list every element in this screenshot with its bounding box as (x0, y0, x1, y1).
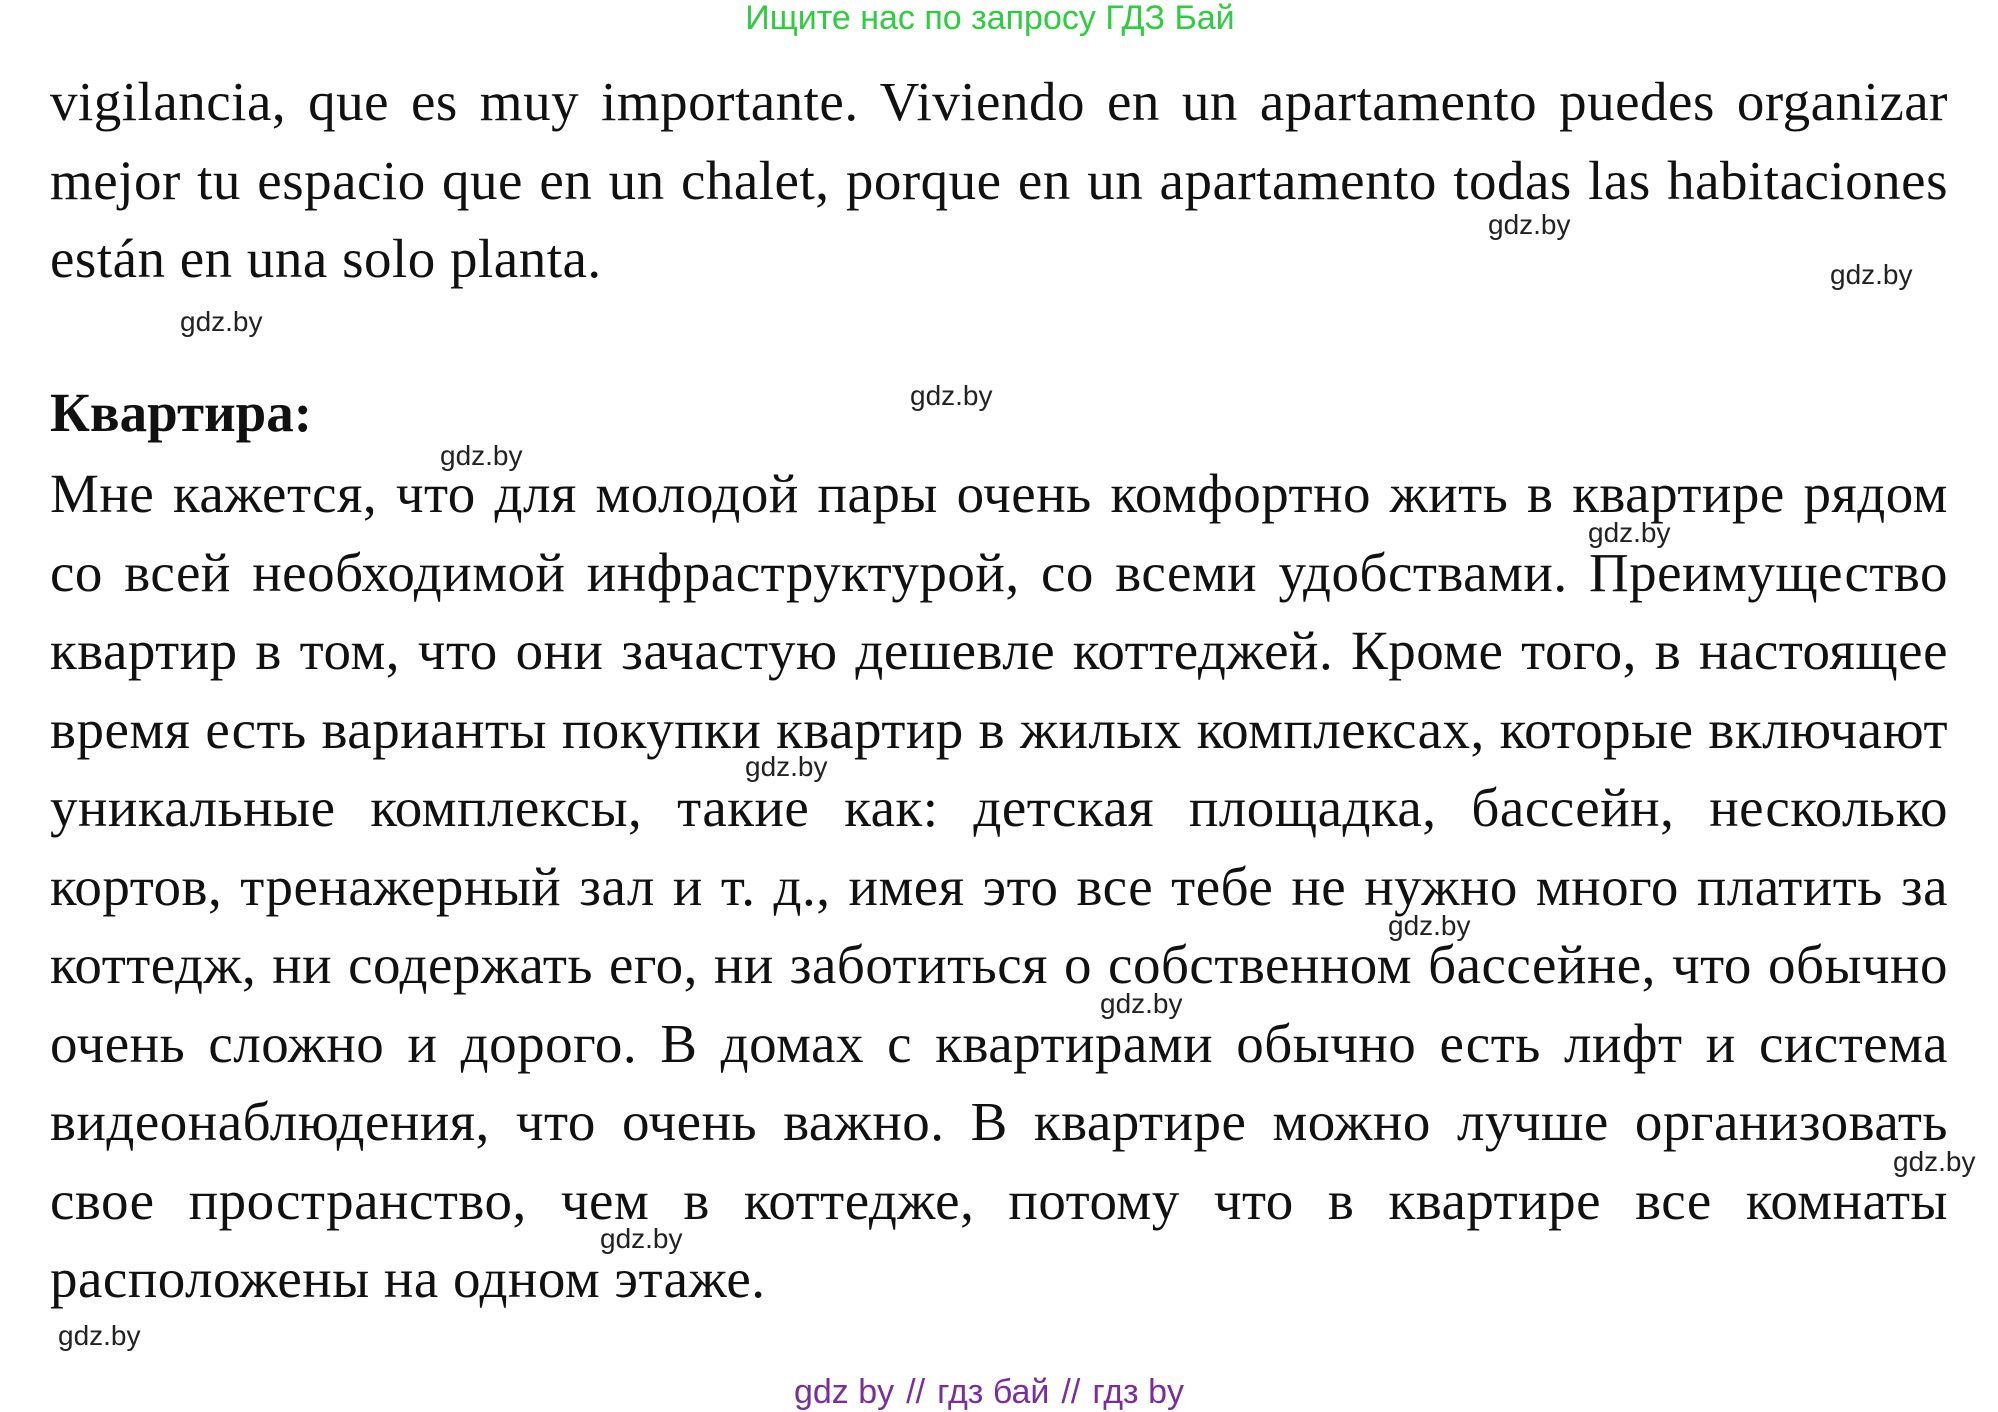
footer-separator: // (1061, 1373, 1081, 1411)
section-heading: Квартира: (50, 382, 313, 443)
russian-paragraph: Мне кажется, что для молодой пары очень комфортно жить в квартире рядом со всей необходимой инфраструктурой, со всеми удобствами. Преимущество квартир в том, что они зачастую дешевле коттеджей. Кроме того, в настоящее время есть варианты покупки квартир в жилых комплексах, которые включают уникальные комплексы, такие как: детская площадка, бассейн, несколько кортов, тренажерный зал и т. д., имея это все тебе не нужно много платить за коттедж, ни содержать его, ни заботиться о собственном бассейне, что обычно очень сложно и дорого. В домах с квартирами обычно есть лифт и система видеонаблюдения, что очень важно. В квартире можно лучше организовать свое пространство, чем в коттедже, потому что в квартире все комнаты расположены на одном этаже. (50, 463, 1948, 1309)
watermark: gdz.by (1893, 1146, 1976, 1177)
watermark: gdz.by (180, 306, 263, 337)
watermark: gdz.by (1100, 988, 1183, 1019)
top-banner: Ищите нас по запросу ГДЗ Бай (745, 0, 1235, 37)
footer-link-gdz-bai[interactable]: гдз бай (937, 1373, 1050, 1411)
footer-separator: // (906, 1373, 926, 1411)
spanish-paragraph: vigilancia, que es muy importante. Viviendo en un apartamento puedes organizar mejor tu espacio que en un chalet, porque en un apartamento todas las habitaciones están en una solo planta. (50, 71, 1948, 289)
footer-link-gdz-by[interactable]: gdz by (793, 1373, 895, 1411)
watermark: gdz.by (1830, 259, 1913, 290)
footer-links (0, 1374, 1998, 1410)
watermark: gdz.by (1588, 517, 1671, 548)
footer-link-gdz-by-cyr[interactable]: гдз by (1092, 1373, 1184, 1411)
watermark: gdz.by (1488, 209, 1571, 240)
watermark: gdz.by (1388, 910, 1471, 941)
watermark: gdz.by (440, 440, 523, 471)
watermark: gdz.by (745, 751, 828, 782)
watermark: gdz.by (910, 380, 993, 411)
watermark: gdz.by (58, 1320, 141, 1351)
watermark: gdz.by (600, 1223, 683, 1254)
